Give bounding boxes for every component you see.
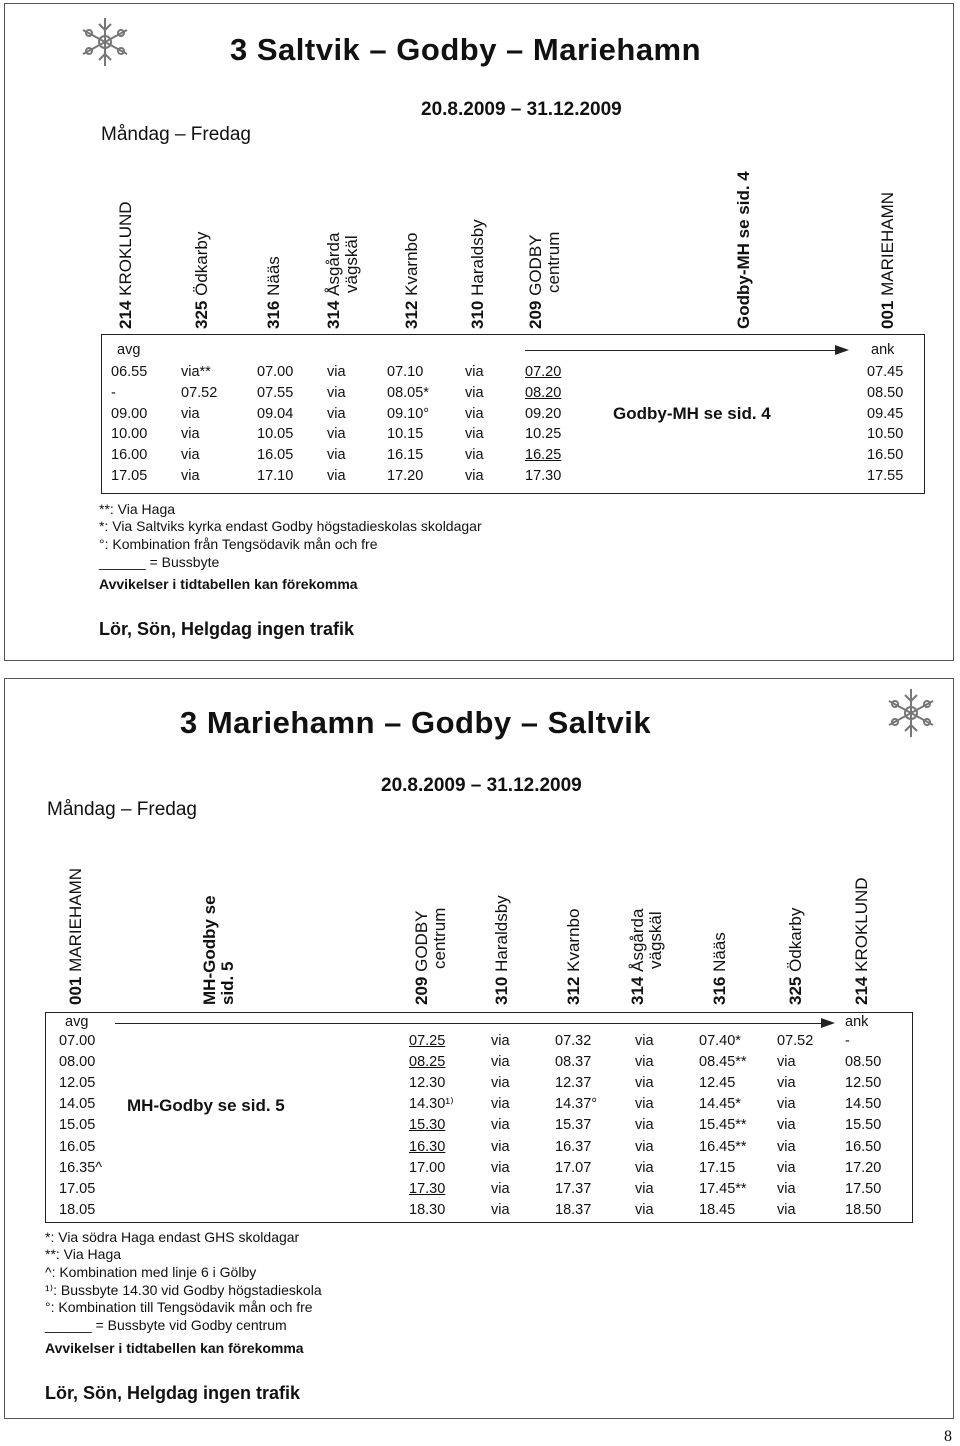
time-cell: via — [491, 1096, 510, 1113]
time-cell: 17.45** — [699, 1180, 747, 1197]
mh-godby-redirect-note: MH-Godby se sid. 5 — [127, 1096, 285, 1115]
footnote: **: Via Haga — [99, 501, 176, 517]
avg-label: avg — [117, 342, 141, 358]
time-cell: 16.25 — [525, 447, 562, 464]
time-cell: 08.50 — [867, 384, 904, 401]
time-cell: 15.50 — [845, 1117, 882, 1134]
time-cell: via — [635, 1201, 654, 1218]
time-cell: 17.55 — [867, 468, 904, 484]
time-cell: 16.05 — [257, 447, 294, 464]
time-cell: 08.45** — [699, 1054, 747, 1071]
time-cell: 07.25 — [409, 1033, 446, 1049]
stop-header-naas: 316 Nääs — [264, 256, 283, 329]
time-cell: via** — [181, 364, 211, 380]
time-cell: 18.37 — [555, 1201, 592, 1218]
time-cell: 17.20 — [845, 1159, 882, 1176]
deviation-note: Avvikelser i tidtabellen kan förekomma — [45, 1340, 304, 1356]
time-cell: 17.05 — [59, 1180, 96, 1197]
time-cell: 07.10 — [387, 364, 424, 380]
time-cell: 15.30 — [409, 1117, 446, 1134]
stop-header-godby-mh-reference: Godby-MH se sid. 4 — [734, 171, 753, 329]
time-cell: 09.10° — [387, 405, 430, 422]
footnote-bussbyte: ______ = Bussbyte — [99, 554, 220, 570]
time-cell: 07.45 — [867, 364, 904, 380]
time-cell: via — [327, 364, 346, 380]
stop-header-kvarnbo: 312 Kvarnbo — [402, 232, 421, 329]
time-cell: 09.00 — [111, 405, 148, 422]
time-cell: via — [181, 447, 200, 464]
footnote: °: Kombination från Tengsödavik mån och fre — [99, 536, 378, 552]
time-cell: - — [111, 384, 116, 401]
time-cell: 09.20 — [525, 405, 562, 422]
stop-header-haraldsby: 310 Haraldsby — [468, 219, 487, 329]
inbound-timetable-panel — [4, 678, 954, 1419]
time-cell: via — [491, 1054, 510, 1071]
time-cell: 17.37 — [555, 1180, 592, 1197]
time-cell: via — [777, 1180, 796, 1197]
time-cell: 16.37 — [555, 1138, 592, 1155]
time-cell: 12.37 — [555, 1075, 592, 1092]
stop-header-haraldsby: 310 Haraldsby — [492, 895, 511, 1005]
days-label: Måndag – Fredag — [101, 124, 251, 145]
time-cell: via — [327, 384, 346, 401]
time-cell: 16.30 — [409, 1138, 446, 1155]
time-cell: via — [465, 405, 484, 422]
time-cell: 07.00 — [59, 1033, 96, 1049]
time-cell: 16.50 — [867, 447, 904, 464]
time-cell: 17.07 — [555, 1159, 592, 1176]
time-cell: 07.00 — [257, 364, 294, 380]
time-cell: via — [465, 384, 484, 401]
time-cell: via — [465, 447, 484, 464]
time-cell: 08.50 — [845, 1054, 882, 1071]
time-cell: 17.05 — [111, 468, 148, 484]
time-cell: 07.55 — [257, 384, 294, 401]
time-cell: 16.00 — [111, 447, 148, 464]
time-cell: via — [635, 1138, 654, 1155]
time-cell: via — [635, 1096, 654, 1113]
time-cell: 18.45 — [699, 1201, 736, 1218]
time-cell: via — [777, 1096, 796, 1113]
stop-header-mariehamn: 001 MARIEHAMN — [66, 867, 85, 1005]
time-cell: 08.20 — [525, 384, 562, 401]
stop-header-asgarda: 314 Åsgårda vägskäl — [628, 908, 665, 1005]
time-cell: 07.52 — [777, 1033, 814, 1049]
snowflake-logo — [77, 16, 133, 68]
footnote: °: Kombination till Tengsödavik mån och fre — [45, 1299, 313, 1315]
time-cell: via — [635, 1075, 654, 1092]
time-cell: via — [777, 1075, 796, 1092]
time-cell: 09.04 — [257, 405, 294, 422]
stop-header-godby-centrum: 209 GODBY centrum — [412, 907, 449, 1005]
time-cell: 17.15 — [699, 1159, 736, 1176]
time-cell: 17.10 — [257, 468, 294, 484]
time-cell: via — [181, 468, 200, 484]
time-cell: via — [181, 405, 200, 422]
timetable-title: 3 Mariehamn – Godby – Saltvik — [180, 705, 652, 740]
time-cell: - — [845, 1033, 850, 1049]
stop-header-godby-centrum: 209 GODBY centrum — [526, 231, 563, 329]
time-cell: via — [491, 1201, 510, 1218]
deviation-note: Avvikelser i tidtabellen kan förekomma — [99, 576, 358, 592]
snowflake-logo — [883, 687, 939, 739]
time-cell: via — [181, 426, 200, 443]
stop-header-kroklund: 214 KROKLUND — [852, 877, 871, 1005]
time-cell: 09.45 — [867, 405, 904, 422]
time-cell: 12.50 — [845, 1075, 882, 1092]
time-cell: 10.05 — [257, 426, 294, 443]
stop-header-odkarby: 325 Ödkarby — [786, 907, 805, 1005]
direction-arrow — [115, 1023, 821, 1024]
time-cell: via — [777, 1201, 796, 1218]
time-cell: via — [777, 1159, 796, 1176]
time-cell: via — [465, 364, 484, 380]
stop-header-asgarda: 314 Åsgårda vägskäl — [324, 232, 361, 329]
time-cell: 17.00 — [409, 1159, 446, 1176]
godby-mh-redirect-note: Godby-MH se sid. 4 — [613, 404, 771, 423]
time-cell: 07.20 — [525, 364, 562, 380]
stop-header-odkarby: 325 Ödkarby — [192, 231, 211, 329]
footnote: **: Via Haga — [45, 1246, 122, 1262]
time-cell: 14.50 — [845, 1096, 882, 1113]
ank-label: ank — [871, 342, 895, 358]
time-cell: 15.37 — [555, 1117, 592, 1134]
time-cell: 12.30 — [409, 1075, 446, 1092]
weekend-note: Lör, Sön, Helgdag ingen trafik — [99, 619, 355, 639]
footnote: ¹⁾: Bussbyte 14.30 vid Godby högstadieskola — [45, 1282, 322, 1298]
stop-header-kvarnbo: 312 Kvarnbo — [564, 908, 583, 1005]
time-cell: 18.05 — [59, 1201, 96, 1218]
time-cell: 10.15 — [387, 426, 424, 443]
time-cell: 08.00 — [59, 1054, 96, 1071]
footnote: *: Via Saltviks kyrka endast Godby högstadieskolas skoldagar — [99, 518, 482, 534]
arrowhead-icon — [835, 345, 849, 355]
days-label: Måndag – Fredag — [47, 799, 197, 820]
time-cell: 16.50 — [845, 1138, 882, 1155]
time-cell: 16.05 — [59, 1138, 96, 1155]
time-cell: via — [491, 1138, 510, 1155]
time-cell: via — [635, 1054, 654, 1071]
stop-header-mariehamn: 001 MARIEHAMN — [878, 191, 897, 329]
time-cell: via — [777, 1054, 796, 1071]
time-cell: 06.55 — [111, 364, 148, 380]
time-cell: 14.30¹⁾ — [409, 1096, 454, 1113]
time-cell: 10.00 — [111, 426, 148, 443]
time-cell: 12.45 — [699, 1075, 736, 1092]
time-cell: via — [491, 1033, 510, 1049]
direction-arrow — [525, 350, 835, 351]
time-cell: via — [327, 468, 346, 484]
time-cell: 07.32 — [555, 1033, 592, 1049]
time-cell: 18.50 — [845, 1201, 882, 1218]
time-cell: 08.37 — [555, 1054, 592, 1071]
arrowhead-icon — [821, 1018, 835, 1028]
time-cell: 16.35^ — [59, 1159, 103, 1176]
time-cell: via — [491, 1117, 510, 1134]
footnote-bussbyte: ______ = Bussbyte vid Godby centrum — [45, 1317, 287, 1333]
time-cell: via — [491, 1075, 510, 1092]
time-cell: 12.05 — [59, 1075, 96, 1092]
time-cell: 14.45* — [699, 1096, 741, 1113]
time-cell: via — [635, 1117, 654, 1134]
time-cell: via — [491, 1180, 510, 1197]
time-cell: via — [465, 426, 484, 443]
page-number: 8 — [944, 1428, 952, 1445]
ank-label: ank — [845, 1014, 869, 1030]
outbound-timetable — [101, 334, 925, 494]
stop-header-naas: 316 Nääs — [710, 932, 729, 1005]
time-cell: 17.20 — [387, 468, 424, 484]
time-cell: 07.40* — [699, 1033, 741, 1049]
validity-period: 20.8.2009 – 31.12.2009 — [421, 99, 622, 120]
time-cell: 14.05 — [59, 1096, 96, 1113]
weekend-note: Lör, Sön, Helgdag ingen trafik — [45, 1383, 301, 1403]
time-cell: via — [491, 1159, 510, 1176]
time-cell: via — [465, 468, 484, 484]
validity-period: 20.8.2009 – 31.12.2009 — [381, 775, 582, 796]
time-cell: 17.50 — [845, 1180, 882, 1197]
time-cell: 07.52 — [181, 384, 218, 401]
stop-header-kroklund: 214 KROKLUND — [116, 201, 135, 329]
avg-label: avg — [65, 1014, 89, 1030]
time-cell: 16.15 — [387, 447, 424, 464]
timetable-title: 3 Saltvik – Godby – Mariehamn — [230, 32, 702, 67]
time-cell: via — [635, 1033, 654, 1049]
time-cell: via — [777, 1117, 796, 1134]
time-cell: 16.45** — [699, 1138, 747, 1155]
footnote: ^: Kombination med linje 6 i Gölby — [45, 1264, 257, 1280]
time-cell: 10.25 — [525, 426, 562, 443]
time-cell: 08.25 — [409, 1054, 446, 1071]
time-cell: 14.37° — [555, 1096, 598, 1113]
time-cell: 17.30 — [525, 468, 562, 484]
time-cell: via — [777, 1138, 796, 1155]
time-cell: via — [635, 1180, 654, 1197]
time-cell: via — [635, 1159, 654, 1176]
outbound-timetable-panel — [4, 3, 954, 661]
time-cell: 15.45** — [699, 1117, 747, 1134]
time-cell: 17.30 — [409, 1180, 446, 1197]
time-cell: 15.05 — [59, 1117, 96, 1134]
footnote: *: Via södra Haga endast GHS skoldagar — [45, 1229, 300, 1245]
time-cell: via — [327, 447, 346, 464]
time-cell: 18.30 — [409, 1201, 446, 1218]
time-cell: via — [327, 405, 346, 422]
time-cell: 08.05* — [387, 384, 429, 401]
stop-header-mh-godby-reference: MH-Godby se sid. 5 — [200, 895, 237, 1005]
time-cell: via — [327, 426, 346, 443]
time-cell: 10.50 — [867, 426, 904, 443]
